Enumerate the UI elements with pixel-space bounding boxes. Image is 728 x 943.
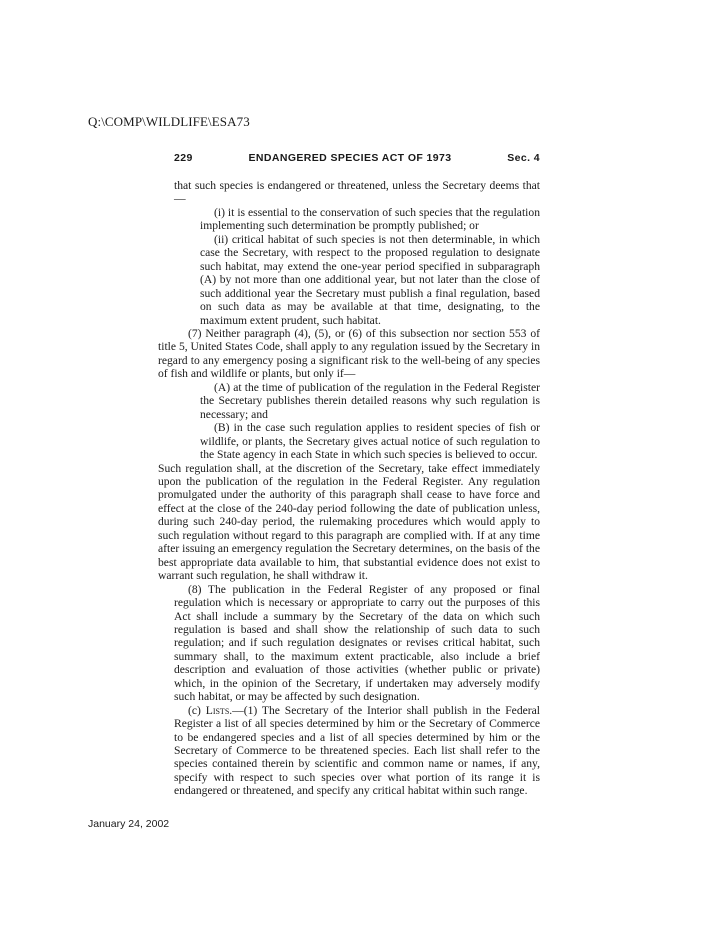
paragraph: (i) it is essential to the conservation of such species that the regulation implementing such determination be promptly published; or: [200, 205, 540, 233]
paragraph: Such regulation shall, at the discretion of the Secretary, take effect immediately upon the publication of the regulation in the Federal Register. Any regulation promulgated under the authority of this paragraph shall cease to have force and effect at the close of the 240-day period following the date of publication unless, during such 240-day period, the rulemaking procedures which would apply to such regulation without regard to this paragraph are complied with. If at any time after issuing an emergency regulation the Secretary determines, on the basis of the best appropriate data available to him, that substantial evidence does not exist to warrant such regulation, he shall withdraw it.: [158, 461, 540, 583]
running-header: [174, 152, 540, 164]
paragraph: (8) The publication in the Federal Register of any proposed or final regulation which is necessary or appropriate to carry out the purposes of this Act shall include a summary by the Secretary of the data on which such regulation is based and shall show the relationship of such data to such regulation; and if such regulation designates or revises critical habitat, such summary shall, to the maximum extent practicable, also include a brief description and evaluation of those activities (whether public or private) which, in the opinion of the Secretary, if undertaken may adversely modify such habitat, or may be affected by such designation.: [174, 582, 540, 704]
running-title: ENDANGERED SPECIES ACT OF 1973: [248, 152, 452, 164]
document-body: [158, 179, 540, 798]
footer-date: January 24, 2002: [88, 818, 170, 830]
lists-text: .—(1) The Secretary of the Interior shall publish in the Federal Register a list of all species determined by him or the Secretary of Commerce to be endangered species and a list of all species determined by him or the Secretary of Commerce to be threatened species. Each list shall refer to the species contained therein by scientific and common name or names, if any, specify with respect to such species over what portion of its range it is endangered or threatened, and specify any critical habitat within such range.: [174, 703, 540, 798]
lists-prefix: (c): [188, 703, 206, 717]
paragraph: (B) in the case such regulation applies to resident species of fish or wildlife, or plants, the Secretary gives actual notice of such regulation to the State agency in each State in which such species is believed to occur.: [200, 421, 540, 462]
paragraph: that such species is endangered or threatened, unless the Secretary deems that—: [174, 179, 540, 206]
lists-heading: Lists: [205, 703, 230, 717]
paragraph: (ii) critical habitat of such species is not then determinable, in which case the Secretary, with respect to the proposed regulation to designate such habitat, may extend the one-year period specified in subparagraph (A) by not more than one additional year, but not later than the close of such additional year the Secretary must publish a final regulation, based on such data as may be available at that time, designating, to the maximum extent prudent, such habitat.: [200, 232, 540, 327]
page-number: 229: [174, 152, 193, 164]
paragraph: (7) Neither paragraph (4), (5), or (6) of this subsection nor section 553 of title 5, United States Code, shall apply to any regulation issued by the Secretary in regard to any emergency posing a significant risk to the well-being of any species of fish and wildlife or plants, but only if—: [158, 326, 540, 381]
file-path: Q:\COMP\WILDLIFE\ESA73: [88, 114, 250, 129]
lists-paragraph: [174, 704, 540, 798]
section-label: Sec. 4: [507, 152, 540, 164]
paragraph: (A) at the time of publication of the regulation in the Federal Register the Secretary publishes therein detailed reasons why such regulation is necessary; and: [200, 380, 540, 421]
